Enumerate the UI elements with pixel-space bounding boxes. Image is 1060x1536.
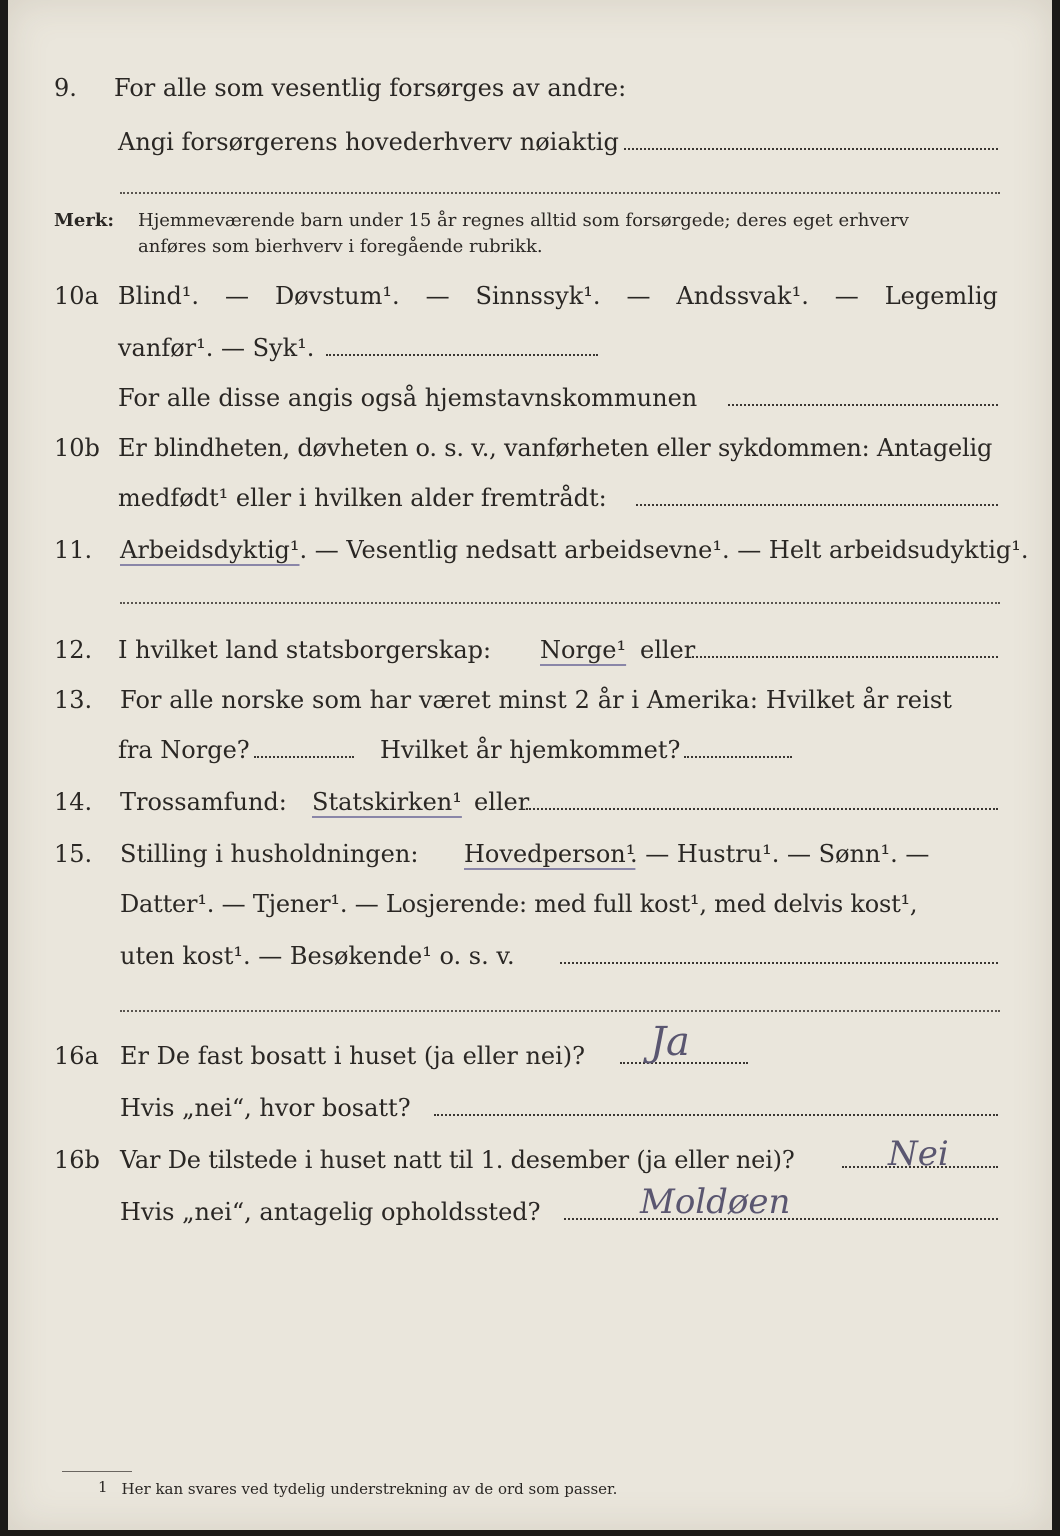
merk-line1: Hjemmeværende barn under 15 år regnes alltid som forsørgede; deres eget erhverv bbox=[138, 210, 909, 231]
q13-line1 bbox=[8, 680, 1052, 720]
q15-line2 bbox=[8, 884, 1052, 924]
q10a-word[interactable]: Sinnssyk¹. bbox=[475, 282, 601, 310]
q14-number: 14. bbox=[54, 788, 93, 816]
q16a-where-text: Hvis „nei“, hvor bosatt? bbox=[120, 1094, 411, 1122]
q10a-word: — bbox=[834, 282, 859, 310]
q16b-where-text: Hvis „nei“, antagelig opholdssted? bbox=[120, 1198, 541, 1226]
q10a-word[interactable]: Andssvak¹. bbox=[676, 282, 809, 310]
q13-text: For alle norske som har været minst 2 år i Amerika: Hvilket år reist bbox=[120, 686, 953, 714]
q12-answer-field[interactable] bbox=[692, 656, 998, 658]
q16b-handwritten-place: Moldøen bbox=[640, 1182, 791, 1222]
q15-other-options: . — Hustru¹. — Sønn¹. — bbox=[630, 840, 930, 868]
q16a-line1 bbox=[8, 1019, 1052, 1076]
q11-other-options: . — Vesentlig nedsatt arbeidsevne¹. — Helt arbeidsudyktig¹. bbox=[299, 536, 1029, 564]
q15-number: 15. bbox=[54, 840, 93, 868]
q11-line bbox=[8, 530, 1052, 570]
q15-option-selected[interactable]: Hovedperson¹ bbox=[464, 840, 636, 868]
q16b-text: Var De tilstede i huset natt til 1. desember (ja eller nei)? bbox=[120, 1146, 795, 1174]
q14-line bbox=[8, 782, 1052, 822]
q14-or-text: eller bbox=[474, 788, 530, 816]
q13-left-field[interactable] bbox=[254, 756, 354, 758]
footnote-mark: 1 bbox=[98, 1478, 108, 1496]
q15-line3 bbox=[8, 936, 1052, 976]
q16b-number: 16b bbox=[54, 1146, 100, 1174]
q14-text: Trossamfund: bbox=[120, 788, 287, 816]
merk-label: Merk: bbox=[54, 210, 114, 231]
q16b-handwritten-answer: Nei bbox=[888, 1134, 949, 1174]
q10a-home-text: For alle disse angis også hjemstavnskommunen bbox=[118, 384, 698, 412]
q10b-answer-field[interactable] bbox=[636, 504, 998, 506]
merk-note bbox=[8, 208, 1052, 268]
q11-text bbox=[120, 530, 1029, 570]
q13-number: 13. bbox=[54, 686, 93, 714]
q11-number: 11. bbox=[54, 536, 93, 564]
q15-extra-field[interactable] bbox=[120, 1010, 1000, 1012]
q13-returned-field[interactable] bbox=[684, 756, 792, 758]
q11-option-selected[interactable]: Arbeidsdyktig¹ bbox=[120, 536, 300, 564]
q9-line1 bbox=[8, 68, 1052, 108]
q12-text: I hvilket land statsborgerskap: bbox=[118, 636, 492, 664]
q13-line2 bbox=[8, 730, 1052, 770]
q10b-onset-text: medfødt¹ eller i hvilken alder fremtrådt: bbox=[118, 484, 607, 512]
q12-or-text: eller bbox=[640, 636, 696, 664]
footnote bbox=[98, 1480, 617, 1498]
q9-number: 9. bbox=[54, 74, 77, 102]
q9-extra-field[interactable] bbox=[120, 192, 1000, 194]
q10b-number: 10b bbox=[54, 434, 100, 462]
q12-number: 12. bbox=[54, 636, 93, 664]
q10a-answer-field[interactable] bbox=[326, 354, 598, 356]
q10b-line2 bbox=[8, 478, 1052, 518]
q10a-line2 bbox=[8, 328, 1052, 368]
footnote-rule bbox=[62, 1471, 132, 1472]
q10b-line1 bbox=[8, 428, 1052, 468]
q14-option-selected[interactable]: Statskirken¹ bbox=[312, 788, 462, 816]
q9-provider-label: Angi forsørgerens hovederhverv nøiaktig bbox=[118, 128, 619, 156]
q13-returned-text: Hvilket år hjemkommet? bbox=[380, 736, 681, 764]
q10a-word[interactable]: Legemlig bbox=[884, 282, 998, 310]
q10a-number: 10a bbox=[54, 282, 99, 310]
q10a-disability-text: vanfør¹. — Syk¹. bbox=[118, 334, 315, 362]
q16b-line2 bbox=[8, 1182, 1052, 1232]
q16a-text: Er De fast bosatt i huset (ja eller nei)? bbox=[120, 1042, 586, 1070]
q9-text: For alle som vesentlig forsørges av andre: bbox=[114, 74, 627, 102]
q12-option-selected[interactable]: Norge¹ bbox=[540, 636, 627, 664]
q16b-line1 bbox=[8, 1134, 1052, 1180]
q9-answer-field[interactable] bbox=[624, 148, 998, 150]
q9-line2 bbox=[8, 122, 1052, 162]
q10a-line3 bbox=[8, 378, 1052, 418]
q16a-line2 bbox=[8, 1088, 1052, 1128]
footnote-text: Her kan svares ved tydelig understrekning av de ord som passer. bbox=[121, 1480, 618, 1498]
q10a-word[interactable]: Blind¹. bbox=[118, 282, 200, 310]
q15-line2-text: Datter¹. — Tjener¹. — Losjerende: med full kost¹, med delvis kost¹, bbox=[120, 890, 918, 918]
q11-extra-field[interactable] bbox=[120, 602, 1000, 604]
q12-line bbox=[8, 630, 1052, 670]
q10a-word: — bbox=[626, 282, 651, 310]
q10a-word: — bbox=[225, 282, 249, 310]
q16a-handwritten-answer: Ja bbox=[650, 1019, 690, 1065]
census-form-page bbox=[8, 0, 1052, 1530]
q15-line1 bbox=[8, 834, 1052, 874]
q14-answer-field[interactable] bbox=[526, 808, 998, 810]
q16a-where-field[interactable] bbox=[434, 1114, 998, 1116]
q10a-word[interactable]: Døvstum¹. bbox=[274, 282, 400, 310]
q13-left-text: fra Norge? bbox=[118, 736, 250, 764]
q10a-home-field[interactable] bbox=[728, 404, 998, 406]
merk-line2: anføres som bierhverv i foregående rubrikk. bbox=[138, 236, 543, 257]
q15-answer-field[interactable] bbox=[560, 962, 998, 964]
q10a-line1 bbox=[8, 276, 1052, 316]
q15-text: Stilling i husholdningen: bbox=[120, 840, 419, 868]
q15-line3-text: uten kost¹. — Besøkende¹ o. s. v. bbox=[120, 942, 515, 970]
q10a-word: — bbox=[425, 282, 450, 310]
q10b-text: Er blindheten, døvheten o. s. v., vanførheten eller sykdommen: Antagelig bbox=[118, 434, 993, 462]
q16a-number: 16a bbox=[54, 1042, 99, 1070]
q10a-options bbox=[118, 276, 998, 316]
